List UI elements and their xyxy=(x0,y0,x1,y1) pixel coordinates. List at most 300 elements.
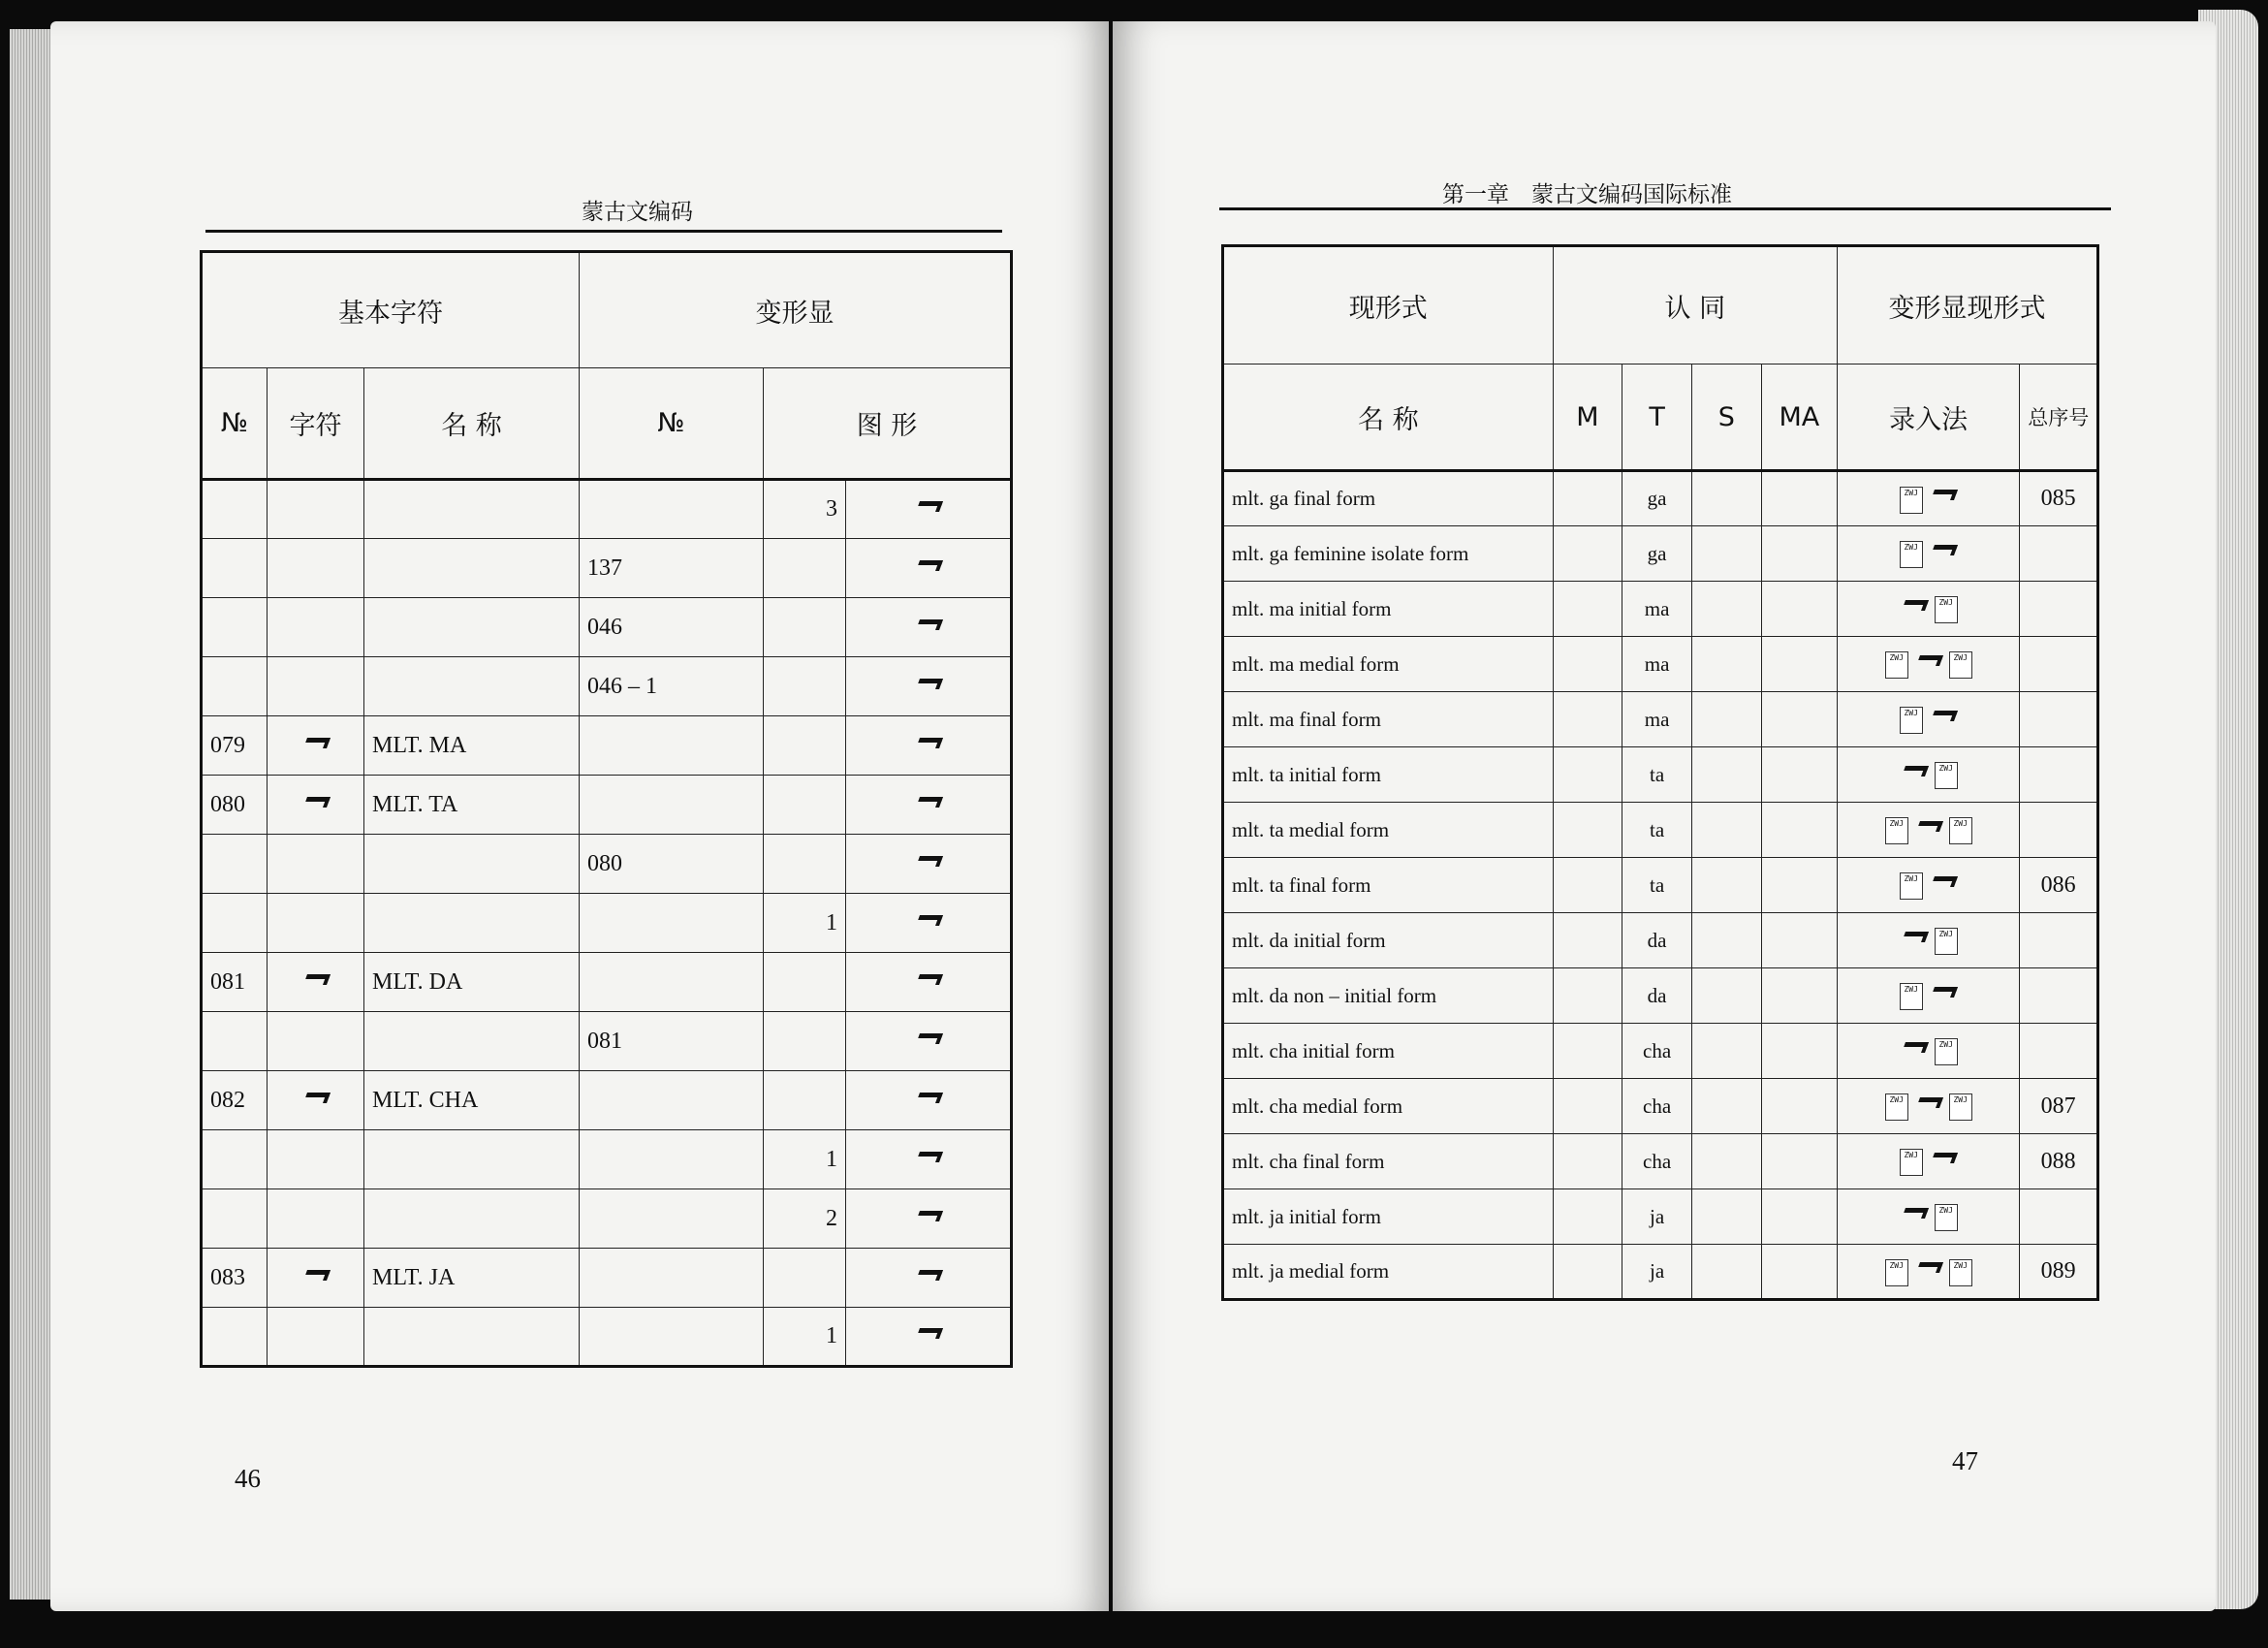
cell-no xyxy=(202,657,268,716)
col-t: T xyxy=(1622,364,1692,471)
cell-t: cha xyxy=(1622,1134,1692,1189)
cell-ma xyxy=(1761,1024,1837,1079)
table-row xyxy=(1223,471,2098,526)
col-shape: 图 形 xyxy=(764,368,1012,480)
table-row xyxy=(1223,803,2098,858)
cell-shape xyxy=(846,1012,1012,1071)
cell-name xyxy=(364,657,580,716)
cell-char xyxy=(268,953,364,1012)
cell-sub: 1 xyxy=(764,1130,846,1189)
table-row xyxy=(202,776,1012,835)
cell-form-name: mlt. da non – initial form xyxy=(1223,968,1554,1024)
cell-ma xyxy=(1761,1134,1837,1189)
left-header-rule xyxy=(205,230,1002,233)
zwj-icon: ZWJ xyxy=(1935,762,1958,789)
zwj-icon: ZWJ xyxy=(1885,817,1908,844)
table-row xyxy=(1223,692,2098,747)
cell-seq xyxy=(2020,803,2098,858)
table-row xyxy=(202,1130,1012,1189)
cell-shape xyxy=(846,894,1012,953)
cell-form-name: mlt. ma final form xyxy=(1223,692,1554,747)
cell-sub: 1 xyxy=(764,1308,846,1367)
cell-t: ja xyxy=(1622,1245,1692,1300)
mongolian-glyph xyxy=(914,1028,943,1049)
cell-sub: 3 xyxy=(764,480,846,539)
cell-m xyxy=(1553,803,1622,858)
cell-m xyxy=(1553,471,1622,526)
cell-sub xyxy=(764,835,846,894)
cell-seq xyxy=(2020,1024,2098,1079)
left-table-body xyxy=(202,480,1012,1367)
cell-char xyxy=(268,1071,364,1130)
cell-input xyxy=(1838,526,2020,582)
table-row xyxy=(1223,858,2098,913)
cell-form-name: mlt. ma initial form xyxy=(1223,582,1554,637)
cell-input xyxy=(1838,1245,2020,1300)
cell-vno xyxy=(580,1308,764,1367)
cell-seq: 087 xyxy=(2020,1079,2098,1134)
cell-m xyxy=(1553,913,1622,968)
cell-ma xyxy=(1761,1189,1837,1245)
mongolian-glyph xyxy=(301,791,331,812)
table-row xyxy=(1223,1024,2098,1079)
cell-sub: 1 xyxy=(764,894,846,953)
zwj-icon: ZWJ xyxy=(1900,1149,1923,1176)
mongolian-glyph xyxy=(914,555,943,576)
col-no: № xyxy=(202,368,268,480)
table-row xyxy=(202,894,1012,953)
mongolian-glyph xyxy=(301,1264,331,1285)
mongolian-glyph xyxy=(1929,705,1958,726)
cell-no xyxy=(202,1308,268,1367)
cell-shape xyxy=(846,776,1012,835)
cell-vno xyxy=(580,953,764,1012)
mongolian-glyph xyxy=(1900,1036,1929,1058)
cell-seq xyxy=(2020,637,2098,692)
mongolian-glyph xyxy=(1900,760,1929,781)
cell-name: MLT. MA xyxy=(364,716,580,776)
mongolian-glyph xyxy=(1929,1147,1958,1168)
zwj-icon: ZWJ xyxy=(1900,487,1923,514)
cell-m xyxy=(1553,968,1622,1024)
cell-t: cha xyxy=(1622,1079,1692,1134)
mongolian-glyph xyxy=(914,673,943,694)
cell-m xyxy=(1553,526,1622,582)
cell-name xyxy=(364,1012,580,1071)
cell-seq xyxy=(2020,1189,2098,1245)
cell-shape xyxy=(846,657,1012,716)
table-row xyxy=(202,953,1012,1012)
cell-s xyxy=(1691,582,1761,637)
left-group-basic: 基本字符 xyxy=(202,252,580,368)
cell-form-name: mlt. ma medial form xyxy=(1223,637,1554,692)
table-row xyxy=(1223,582,2098,637)
cell-shape xyxy=(846,539,1012,598)
cell-input xyxy=(1838,1024,2020,1079)
cell-seq xyxy=(2020,913,2098,968)
cell-s xyxy=(1691,968,1761,1024)
left-running-header: 蒙古文编码 xyxy=(582,200,693,225)
cell-name: MLT. TA xyxy=(364,776,580,835)
right-table-body xyxy=(1223,471,2098,1300)
table-row xyxy=(1223,1134,2098,1189)
cell-input xyxy=(1838,803,2020,858)
cell-s xyxy=(1691,1079,1761,1134)
cell-vno: 080 xyxy=(580,835,764,894)
cell-s xyxy=(1691,1245,1761,1300)
right-page-number: 47 xyxy=(1952,1446,1978,1475)
cell-input xyxy=(1838,1189,2020,1245)
cell-ma xyxy=(1761,637,1837,692)
cell-char xyxy=(268,894,364,953)
mongolian-glyph xyxy=(1900,1202,1929,1223)
cell-vno xyxy=(580,480,764,539)
table-row xyxy=(1223,1189,2098,1245)
cell-ma xyxy=(1761,692,1837,747)
cell-no xyxy=(202,1130,268,1189)
cell-seq xyxy=(2020,692,2098,747)
cell-seq xyxy=(2020,747,2098,803)
cell-vno xyxy=(580,716,764,776)
table-row xyxy=(1223,747,2098,803)
cell-sub xyxy=(764,953,846,1012)
cell-sub xyxy=(764,1071,846,1130)
cell-shape xyxy=(846,716,1012,776)
mongolian-glyph xyxy=(914,968,943,990)
cell-seq xyxy=(2020,526,2098,582)
table-row xyxy=(202,716,1012,776)
cell-shape xyxy=(846,835,1012,894)
cell-t: ta xyxy=(1622,803,1692,858)
cell-shape xyxy=(846,953,1012,1012)
cell-input xyxy=(1838,913,2020,968)
cell-t: ga xyxy=(1622,526,1692,582)
mongolian-glyph xyxy=(914,1087,943,1108)
zwj-icon: ZWJ xyxy=(1949,817,1972,844)
cell-t: ma xyxy=(1622,582,1692,637)
cell-shape xyxy=(846,1189,1012,1249)
mongolian-glyph xyxy=(1929,539,1958,560)
cell-sub xyxy=(764,598,846,657)
mongolian-glyph xyxy=(914,791,943,812)
cell-input xyxy=(1838,1134,2020,1189)
col-seq: 总序号 xyxy=(2020,364,2098,471)
col-form-name: 名 称 xyxy=(1223,364,1554,471)
zwj-icon: ZWJ xyxy=(1900,707,1923,734)
cell-t: ma xyxy=(1622,637,1692,692)
table-row xyxy=(202,835,1012,894)
cell-seq xyxy=(2020,582,2098,637)
cell-name xyxy=(364,894,580,953)
cell-shape xyxy=(846,598,1012,657)
table-row xyxy=(202,1249,1012,1308)
cell-form-name: mlt. cha final form xyxy=(1223,1134,1554,1189)
cell-form-name: mlt. da initial form xyxy=(1223,913,1554,968)
cell-form-name: mlt. ja initial form xyxy=(1223,1189,1554,1245)
cell-char xyxy=(268,1308,364,1367)
cell-ma xyxy=(1761,747,1837,803)
left-page-number: 46 xyxy=(235,1464,261,1493)
cell-char xyxy=(268,835,364,894)
col-vno: № xyxy=(580,368,764,480)
left-page-edge xyxy=(10,29,52,1600)
col-ma: MA xyxy=(1761,364,1837,471)
mongolian-glyph xyxy=(301,968,331,990)
table-row xyxy=(1223,526,2098,582)
cell-s xyxy=(1691,1189,1761,1245)
cell-s xyxy=(1691,1024,1761,1079)
cell-char xyxy=(268,776,364,835)
mongolian-glyph xyxy=(1914,1092,1943,1113)
mongolian-glyph xyxy=(1914,650,1943,671)
cell-sub xyxy=(764,776,846,835)
cell-no xyxy=(202,1012,268,1071)
right-group-form: 现形式 xyxy=(1223,246,1554,364)
cell-char xyxy=(268,598,364,657)
cell-t: ma xyxy=(1622,692,1692,747)
cell-ma xyxy=(1761,582,1837,637)
mongolian-glyph xyxy=(1929,981,1958,1002)
cell-name xyxy=(364,1189,580,1249)
cell-char xyxy=(268,1130,364,1189)
cell-no: 079 xyxy=(202,716,268,776)
cell-t: da xyxy=(1622,913,1692,968)
cell-m xyxy=(1553,1189,1622,1245)
right-running-header: 第一章 蒙古文编码国际标准 xyxy=(1442,182,1732,207)
cell-seq: 086 xyxy=(2020,858,2098,913)
cell-shape xyxy=(846,1130,1012,1189)
cell-t: ga xyxy=(1622,471,1692,526)
cell-form-name: mlt. ga feminine isolate form xyxy=(1223,526,1554,582)
cell-m xyxy=(1553,637,1622,692)
cell-input xyxy=(1838,637,2020,692)
cell-form-name: mlt. ja medial form xyxy=(1223,1245,1554,1300)
cell-char xyxy=(268,657,364,716)
mongolian-glyph xyxy=(914,1322,943,1344)
zwj-icon: ZWJ xyxy=(1935,928,1958,955)
cell-input xyxy=(1838,968,2020,1024)
col-char: 字符 xyxy=(268,368,364,480)
mongolian-glyph xyxy=(914,1264,943,1285)
cell-form-name: mlt. cha medial form xyxy=(1223,1079,1554,1134)
cell-no xyxy=(202,539,268,598)
cell-m xyxy=(1553,1024,1622,1079)
cell-s xyxy=(1691,692,1761,747)
cell-shape xyxy=(846,1308,1012,1367)
mongolian-glyph xyxy=(1929,484,1958,505)
cell-name: MLT. CHA xyxy=(364,1071,580,1130)
zwj-icon: ZWJ xyxy=(1949,1259,1972,1286)
cell-vno xyxy=(580,1130,764,1189)
cell-shape xyxy=(846,1249,1012,1308)
table-row xyxy=(1223,1245,2098,1300)
cell-ma xyxy=(1761,858,1837,913)
table-row xyxy=(202,539,1012,598)
cell-input xyxy=(1838,692,2020,747)
cell-vno: 081 xyxy=(580,1012,764,1071)
mongolian-glyph xyxy=(1900,594,1929,616)
cell-s xyxy=(1691,858,1761,913)
cell-form-name: mlt. ta medial form xyxy=(1223,803,1554,858)
right-page xyxy=(1113,21,2216,1611)
cell-no xyxy=(202,480,268,539)
cell-m xyxy=(1553,858,1622,913)
cell-name xyxy=(364,539,580,598)
cell-t: ja xyxy=(1622,1189,1692,1245)
cell-name xyxy=(364,480,580,539)
cell-ma xyxy=(1761,913,1837,968)
cell-no xyxy=(202,1189,268,1249)
cell-sub xyxy=(764,1012,846,1071)
cell-input xyxy=(1838,747,2020,803)
cell-sub xyxy=(764,539,846,598)
table-row xyxy=(1223,913,2098,968)
cell-m xyxy=(1553,1134,1622,1189)
cell-char xyxy=(268,1249,364,1308)
cell-ma xyxy=(1761,526,1837,582)
right-group-identity: 认 同 xyxy=(1553,246,1838,364)
cell-s xyxy=(1691,913,1761,968)
col-name: 名 称 xyxy=(364,368,580,480)
mongolian-glyph xyxy=(1929,871,1958,892)
cell-vno xyxy=(580,894,764,953)
cell-no: 083 xyxy=(202,1249,268,1308)
cell-t: da xyxy=(1622,968,1692,1024)
right-table xyxy=(1221,244,2099,1301)
cell-vno xyxy=(580,1071,764,1130)
mongolian-glyph xyxy=(1900,926,1929,947)
cell-name xyxy=(364,1130,580,1189)
cell-t: ta xyxy=(1622,747,1692,803)
col-s: S xyxy=(1691,364,1761,471)
cell-sub xyxy=(764,657,846,716)
mongolian-glyph xyxy=(914,850,943,872)
table-row xyxy=(202,598,1012,657)
cell-ma xyxy=(1761,968,1837,1024)
cell-m xyxy=(1553,1079,1622,1134)
cell-m xyxy=(1553,582,1622,637)
cell-name: MLT. DA xyxy=(364,953,580,1012)
zwj-icon: ZWJ xyxy=(1900,872,1923,900)
cell-s xyxy=(1691,803,1761,858)
cell-vno: 046 xyxy=(580,598,764,657)
zwj-icon: ZWJ xyxy=(1935,596,1958,623)
mongolian-glyph xyxy=(914,614,943,635)
mongolian-glyph xyxy=(914,732,943,753)
zwj-icon: ZWJ xyxy=(1949,1093,1972,1121)
left-page xyxy=(50,21,1109,1611)
table-row xyxy=(1223,1079,2098,1134)
cell-vno: 046 – 1 xyxy=(580,657,764,716)
cell-seq: 089 xyxy=(2020,1245,2098,1300)
zwj-icon: ZWJ xyxy=(1885,1093,1908,1121)
cell-s xyxy=(1691,526,1761,582)
cell-char xyxy=(268,480,364,539)
cell-name: MLT. JA xyxy=(364,1249,580,1308)
cell-form-name: mlt. cha initial form xyxy=(1223,1024,1554,1079)
cell-t: cha xyxy=(1622,1024,1692,1079)
cell-ma xyxy=(1761,803,1837,858)
zwj-icon: ZWJ xyxy=(1900,983,1923,1010)
cell-m xyxy=(1553,747,1622,803)
mongolian-glyph xyxy=(1914,815,1943,837)
cell-ma xyxy=(1761,471,1837,526)
cell-char xyxy=(268,1012,364,1071)
cell-form-name: mlt. ta initial form xyxy=(1223,747,1554,803)
cell-no: 082 xyxy=(202,1071,268,1130)
cell-ma xyxy=(1761,1079,1837,1134)
cell-seq xyxy=(2020,968,2098,1024)
right-header-rule xyxy=(1219,207,2111,210)
cell-sub xyxy=(764,1249,846,1308)
mongolian-glyph xyxy=(914,909,943,931)
cell-s xyxy=(1691,637,1761,692)
cell-name xyxy=(364,598,580,657)
zwj-icon: ZWJ xyxy=(1885,1259,1908,1286)
cell-vno xyxy=(580,1249,764,1308)
table-row xyxy=(202,1308,1012,1367)
cell-no: 080 xyxy=(202,776,268,835)
cell-m xyxy=(1553,1245,1622,1300)
zwj-icon: ZWJ xyxy=(1900,541,1923,568)
cell-t: ta xyxy=(1622,858,1692,913)
cell-s xyxy=(1691,471,1761,526)
zwj-icon: ZWJ xyxy=(1949,651,1972,679)
cell-s xyxy=(1691,747,1761,803)
cell-input xyxy=(1838,582,2020,637)
cell-char xyxy=(268,539,364,598)
cell-shape xyxy=(846,1071,1012,1130)
cell-name xyxy=(364,835,580,894)
table-row xyxy=(1223,637,2098,692)
mongolian-glyph xyxy=(914,1205,943,1226)
cell-vno: 137 xyxy=(580,539,764,598)
table-row xyxy=(202,1189,1012,1249)
left-table xyxy=(200,250,1013,1368)
cell-no xyxy=(202,835,268,894)
cell-vno xyxy=(580,1189,764,1249)
cell-shape xyxy=(846,480,1012,539)
table-row xyxy=(202,1012,1012,1071)
zwj-icon: ZWJ xyxy=(1935,1038,1958,1065)
zwj-icon: ZWJ xyxy=(1885,651,1908,679)
cell-char xyxy=(268,1189,364,1249)
mongolian-glyph xyxy=(914,1146,943,1167)
table-row xyxy=(202,1071,1012,1130)
cell-vno xyxy=(580,776,764,835)
cell-seq: 088 xyxy=(2020,1134,2098,1189)
cell-input xyxy=(1838,858,2020,913)
right-group-variant: 变形显现形式 xyxy=(1838,246,2098,364)
cell-name xyxy=(364,1308,580,1367)
cell-form-name: mlt. ga final form xyxy=(1223,471,1554,526)
cell-sub: 2 xyxy=(764,1189,846,1249)
cell-input xyxy=(1838,471,2020,526)
table-row xyxy=(202,480,1012,539)
cell-sub xyxy=(764,716,846,776)
mongolian-glyph xyxy=(301,732,331,753)
cell-no xyxy=(202,894,268,953)
mongolian-glyph xyxy=(1914,1256,1943,1278)
cell-no: 081 xyxy=(202,953,268,1012)
cell-s xyxy=(1691,1134,1761,1189)
cell-ma xyxy=(1761,1245,1837,1300)
zwj-icon: ZWJ xyxy=(1935,1204,1958,1231)
cell-form-name: mlt. ta final form xyxy=(1223,858,1554,913)
left-group-variant: 变形显 xyxy=(580,252,1012,368)
cell-no xyxy=(202,598,268,657)
cell-m xyxy=(1553,692,1622,747)
